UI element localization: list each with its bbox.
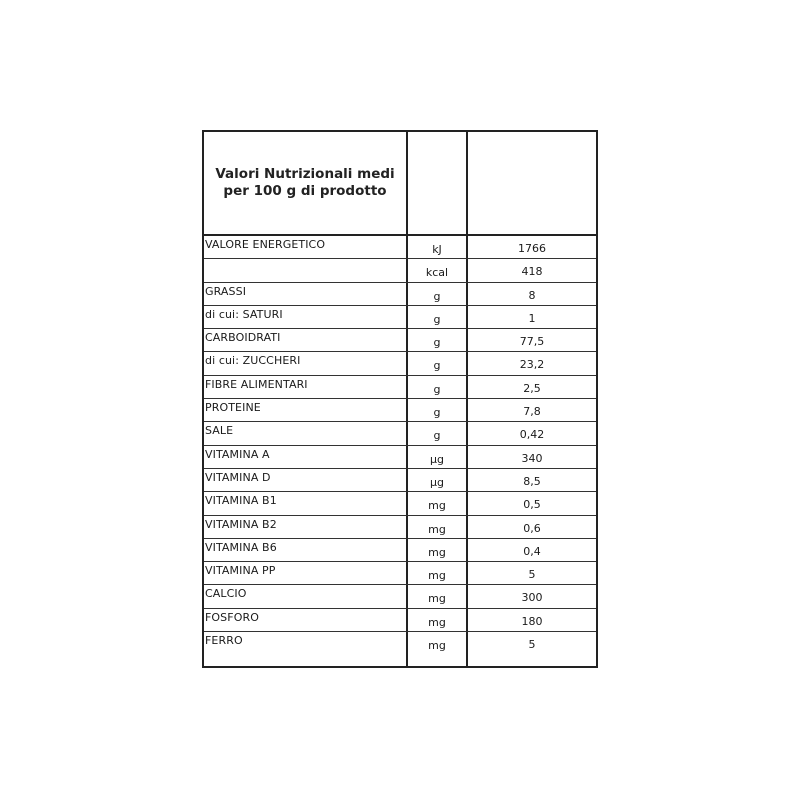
- table-row: [204, 539, 596, 562]
- nutrient-unit: mg: [428, 639, 446, 653]
- table-row: [204, 306, 596, 329]
- nutrient-value: 23,2: [519, 358, 545, 372]
- nutrient-name: SALE: [205, 424, 234, 438]
- nutrient-value: 0,4: [523, 544, 541, 558]
- table-row: [204, 376, 596, 399]
- table-row: [204, 422, 596, 445]
- nutrient-unit: g: [433, 382, 441, 396]
- table-row: [204, 259, 596, 282]
- nutrient-name: FOSFORO: [205, 610, 259, 624]
- nutrient-unit: g: [433, 429, 441, 443]
- nutrient-name: VITAMINA D: [205, 470, 271, 484]
- table-row: [204, 516, 596, 539]
- table-row: [204, 446, 596, 469]
- nutrient-value: 0,42: [519, 428, 545, 442]
- table-row: [204, 609, 596, 632]
- table-row: [204, 283, 596, 306]
- nutrient-name: VALORE ENERGETICO: [205, 238, 326, 251]
- nutrient-value: 8,5: [523, 474, 541, 488]
- nutrient-name: di cui: ZUCCHERI: [205, 354, 301, 368]
- table-row: [204, 399, 596, 422]
- table-row: [204, 469, 596, 492]
- nutrient-name: VITAMINA A: [205, 447, 270, 461]
- nutrient-unit: µg: [430, 452, 444, 466]
- nutrient-unit: g: [433, 359, 441, 373]
- nutrient-value: 7,8: [523, 405, 541, 419]
- nutrient-name: di cui: SATURI: [205, 307, 283, 321]
- nutrient-unit: µg: [430, 475, 444, 489]
- nutrient-value: 5: [528, 568, 536, 582]
- nutrient-value: 0,6: [523, 521, 541, 535]
- nutrient-name: FERRO: [205, 634, 243, 648]
- nutrient-unit: mg: [428, 592, 446, 606]
- table-header: [204, 132, 596, 236]
- nutrient-unit: mg: [428, 545, 446, 559]
- nutrient-value: 5: [528, 638, 536, 652]
- nutrient-unit: mg: [428, 569, 446, 583]
- nutrient-value: 1: [528, 311, 536, 325]
- table-row: [204, 329, 596, 352]
- nutrient-unit: mg: [428, 522, 446, 536]
- nutrient-unit: g: [433, 312, 441, 326]
- nutrition-table: [202, 130, 598, 668]
- table-title: [204, 166, 406, 200]
- nutrient-name: GRASSI: [205, 284, 247, 298]
- table-row: [204, 632, 596, 655]
- nutrient-name: VITAMINA B2: [205, 517, 277, 531]
- table-row: [204, 352, 596, 375]
- nutrient-unit: kcal: [425, 266, 449, 280]
- nutrient-unit: mg: [428, 615, 446, 629]
- table-row: [204, 236, 596, 259]
- table-body: [204, 236, 596, 655]
- table-title-line-1: Valori Nutrizionali medi: [215, 166, 395, 182]
- table-row: [204, 562, 596, 585]
- table-row: [204, 492, 596, 515]
- nutrient-value: 0,5: [523, 498, 541, 512]
- nutrient-unit: g: [433, 289, 441, 303]
- nutrient-value: 77,5: [519, 335, 545, 349]
- nutrient-unit: mg: [428, 499, 446, 513]
- nutrient-value: 418: [521, 265, 543, 279]
- table-row: [204, 585, 596, 608]
- nutrient-value: 300: [521, 591, 543, 605]
- nutrient-unit: g: [433, 406, 441, 420]
- nutrient-name: FIBRE ALIMENTARI: [205, 377, 308, 391]
- nutrient-value: 8: [528, 288, 536, 302]
- nutrient-name: VITAMINA B6: [205, 540, 277, 554]
- nutrient-value: 2,5: [523, 381, 541, 395]
- nutrient-unit: kJ: [432, 243, 442, 256]
- nutrient-value: 180: [521, 614, 543, 628]
- table-title-line-2: per 100 g di prodotto: [223, 183, 387, 199]
- nutrient-name: VITAMINA PP: [205, 564, 276, 578]
- nutrient-name: CALCIO: [205, 587, 247, 601]
- nutrient-value: 1766: [518, 242, 546, 255]
- nutrient-value: 340: [521, 451, 543, 465]
- nutrient-name: CARBOIDRATI: [205, 331, 281, 345]
- nutrient-unit: g: [433, 336, 441, 350]
- nutrient-name: PROTEINE: [205, 401, 261, 415]
- nutrient-name: VITAMINA B1: [205, 494, 277, 508]
